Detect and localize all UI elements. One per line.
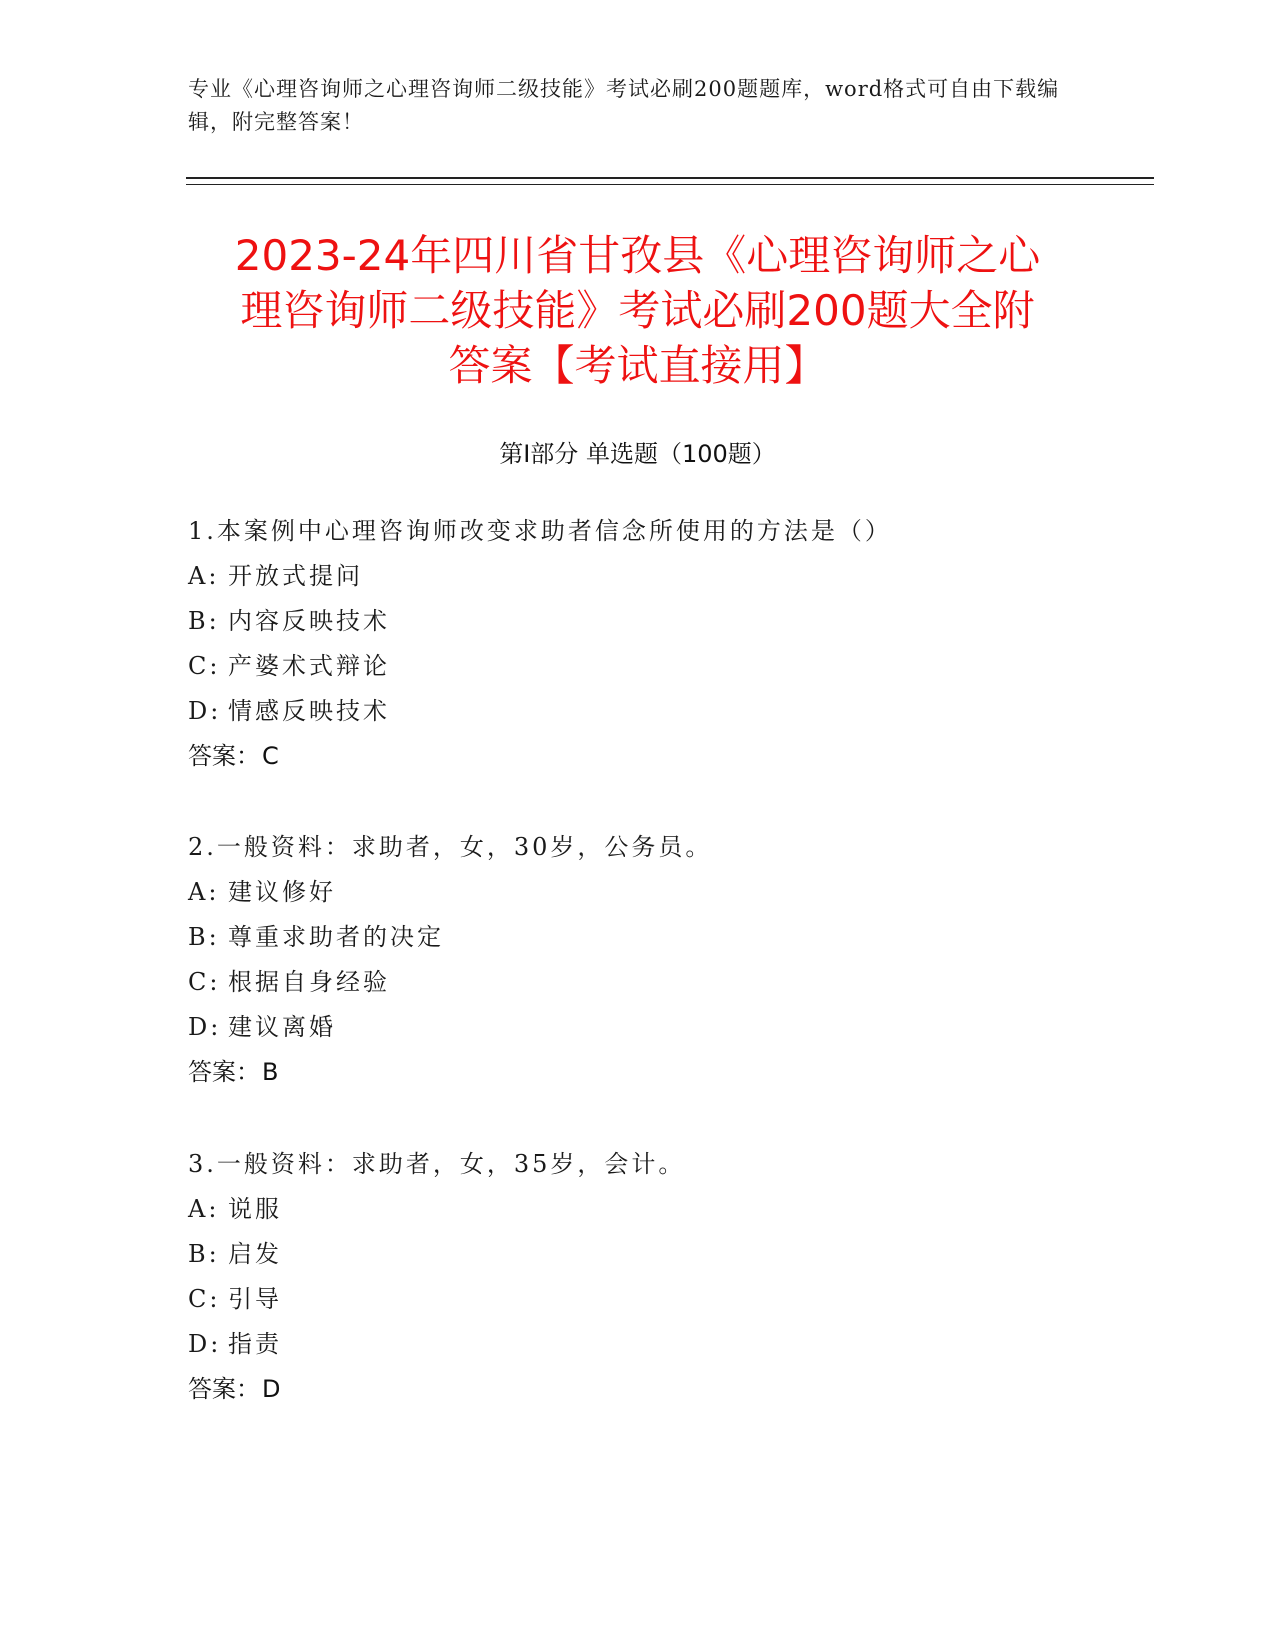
option-c [188,1277,1148,1322]
option-text: 建议离婚 [228,1013,336,1041]
option-b [188,599,1148,644]
option-text: 开放式提问 [228,562,363,590]
option-letter: A: [188,562,220,590]
answer-label: 答案： [188,1058,260,1086]
option-c [188,960,1148,1005]
option-text: 说服 [228,1195,282,1223]
answer-value: C [262,742,279,770]
option-letter: D: [188,1013,222,1041]
document-title [150,228,1125,393]
option-text: 内容反映技术 [228,607,390,635]
question-3 [188,1142,1148,1412]
answer-value: D [262,1375,281,1403]
option-letter: B: [188,923,220,951]
option-letter: B: [188,1240,220,1268]
question-stem: 1.本案例中心理咨询师改变求助者信念所使用的方法是（） [188,517,892,545]
option-letter: C: [188,1285,221,1313]
option-letter: B: [188,607,220,635]
option-b [188,1232,1148,1277]
option-a [188,1187,1148,1232]
option-d [188,689,1148,734]
question-stem: 3.一般资料：求助者，女，35岁，会计。 [188,1150,686,1178]
answer-label: 答案： [188,742,260,770]
answer-line [188,734,1148,779]
option-text: 建议修好 [228,878,336,906]
section-heading: 第Ⅰ部分 单选题（100题） [499,440,776,468]
title-line-1: 2023-24年四川省甘孜县《心理咨询师之心 [234,231,1041,280]
option-text: 引导 [228,1285,282,1313]
option-d [188,1005,1148,1050]
header-rule-thin [186,184,1154,185]
option-b [188,915,1148,960]
option-c [188,644,1148,689]
answer-value: B [262,1058,279,1086]
option-text: 产婆术式辩论 [228,652,390,680]
option-text: 尊重求助者的决定 [228,923,444,951]
option-text: 根据自身经验 [228,968,390,996]
option-a [188,870,1148,915]
title-line-3: 答案【考试直接用】 [448,341,827,390]
question-stem: 2.一般资料：求助者，女，30岁，公务员。 [188,833,713,861]
option-text: 启发 [228,1240,282,1268]
option-text: 情感反映技术 [228,697,390,725]
option-letter: D: [188,697,222,725]
option-letter: C: [188,968,221,996]
option-text: 指责 [228,1330,282,1358]
question-2 [188,825,1148,1095]
option-letter: A: [188,878,220,906]
option-letter: C: [188,652,221,680]
option-d [188,1322,1148,1367]
option-a [188,554,1148,599]
question-1 [188,509,1148,779]
option-letter: D: [188,1330,222,1358]
header-rule-thick [186,177,1154,179]
option-letter: A: [188,1195,220,1223]
answer-label: 答案： [188,1375,260,1403]
title-line-2: 理咨询师二级技能》考试必刷200题大全附 [240,286,1035,335]
answer-line [188,1050,1148,1095]
answer-line [188,1367,1148,1412]
header-note: 专业《心理咨询师之心理咨询师二级技能》考试必刷200题题库，word格式可自由下载编辑，附完整答案！ [188,77,1060,134]
